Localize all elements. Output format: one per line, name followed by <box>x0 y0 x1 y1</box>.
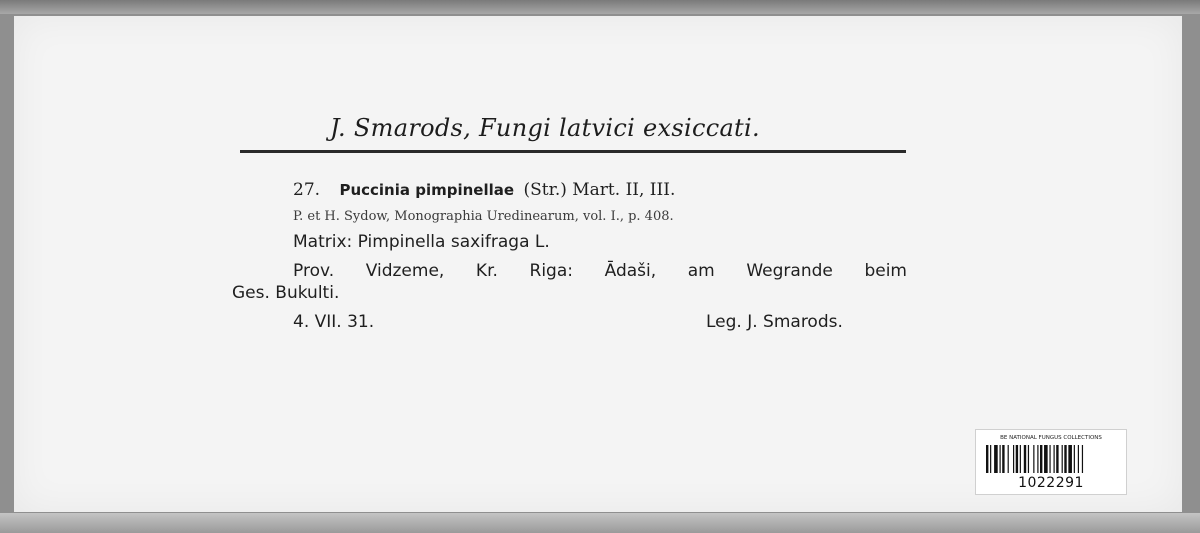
entry-heading <box>293 180 675 200</box>
label-title: J. Smarods, Fungi latvici exsiccati. <box>330 114 760 142</box>
locality-word: Riga: <box>529 261 573 281</box>
locality-word: Kr. <box>475 261 498 281</box>
barcode-label <box>975 429 1127 495</box>
locality-word: Wegrande <box>746 261 833 281</box>
collector: Leg. J. Smarods. <box>706 312 843 332</box>
collection-date: 4. VII. 31. <box>293 312 375 332</box>
entry-number: 27. <box>293 180 321 200</box>
locality-line-1 <box>293 261 907 281</box>
literature-reference: P. et H. Sydow, Monographia Uredinearum, vol. I., p. 408. <box>293 209 674 224</box>
locality-line-2: Ges. Bukulti. <box>232 283 340 303</box>
locality-word: Vidzeme, <box>365 261 445 281</box>
barcode-icon <box>986 445 1116 473</box>
scan-border-bottom <box>0 513 1200 533</box>
scan-border-top <box>0 0 1200 14</box>
barcode-institution: BE NATIONAL FUNGUS COLLECTIONS <box>1000 435 1102 441</box>
locality-word: am <box>687 261 715 281</box>
species-name: Puccinia pimpinellae <box>339 181 515 199</box>
locality-word: beim <box>864 261 907 281</box>
barcode-number: 1022291 <box>1018 475 1084 491</box>
title-rule <box>240 150 906 153</box>
host-matrix: Matrix: Pimpinella saxifraga L. <box>293 232 550 252</box>
locality-word: Prov. <box>293 261 335 281</box>
locality-word: Ādaši, <box>604 261 657 281</box>
species-authority: (Str.) Mart. II, III. <box>523 180 676 200</box>
